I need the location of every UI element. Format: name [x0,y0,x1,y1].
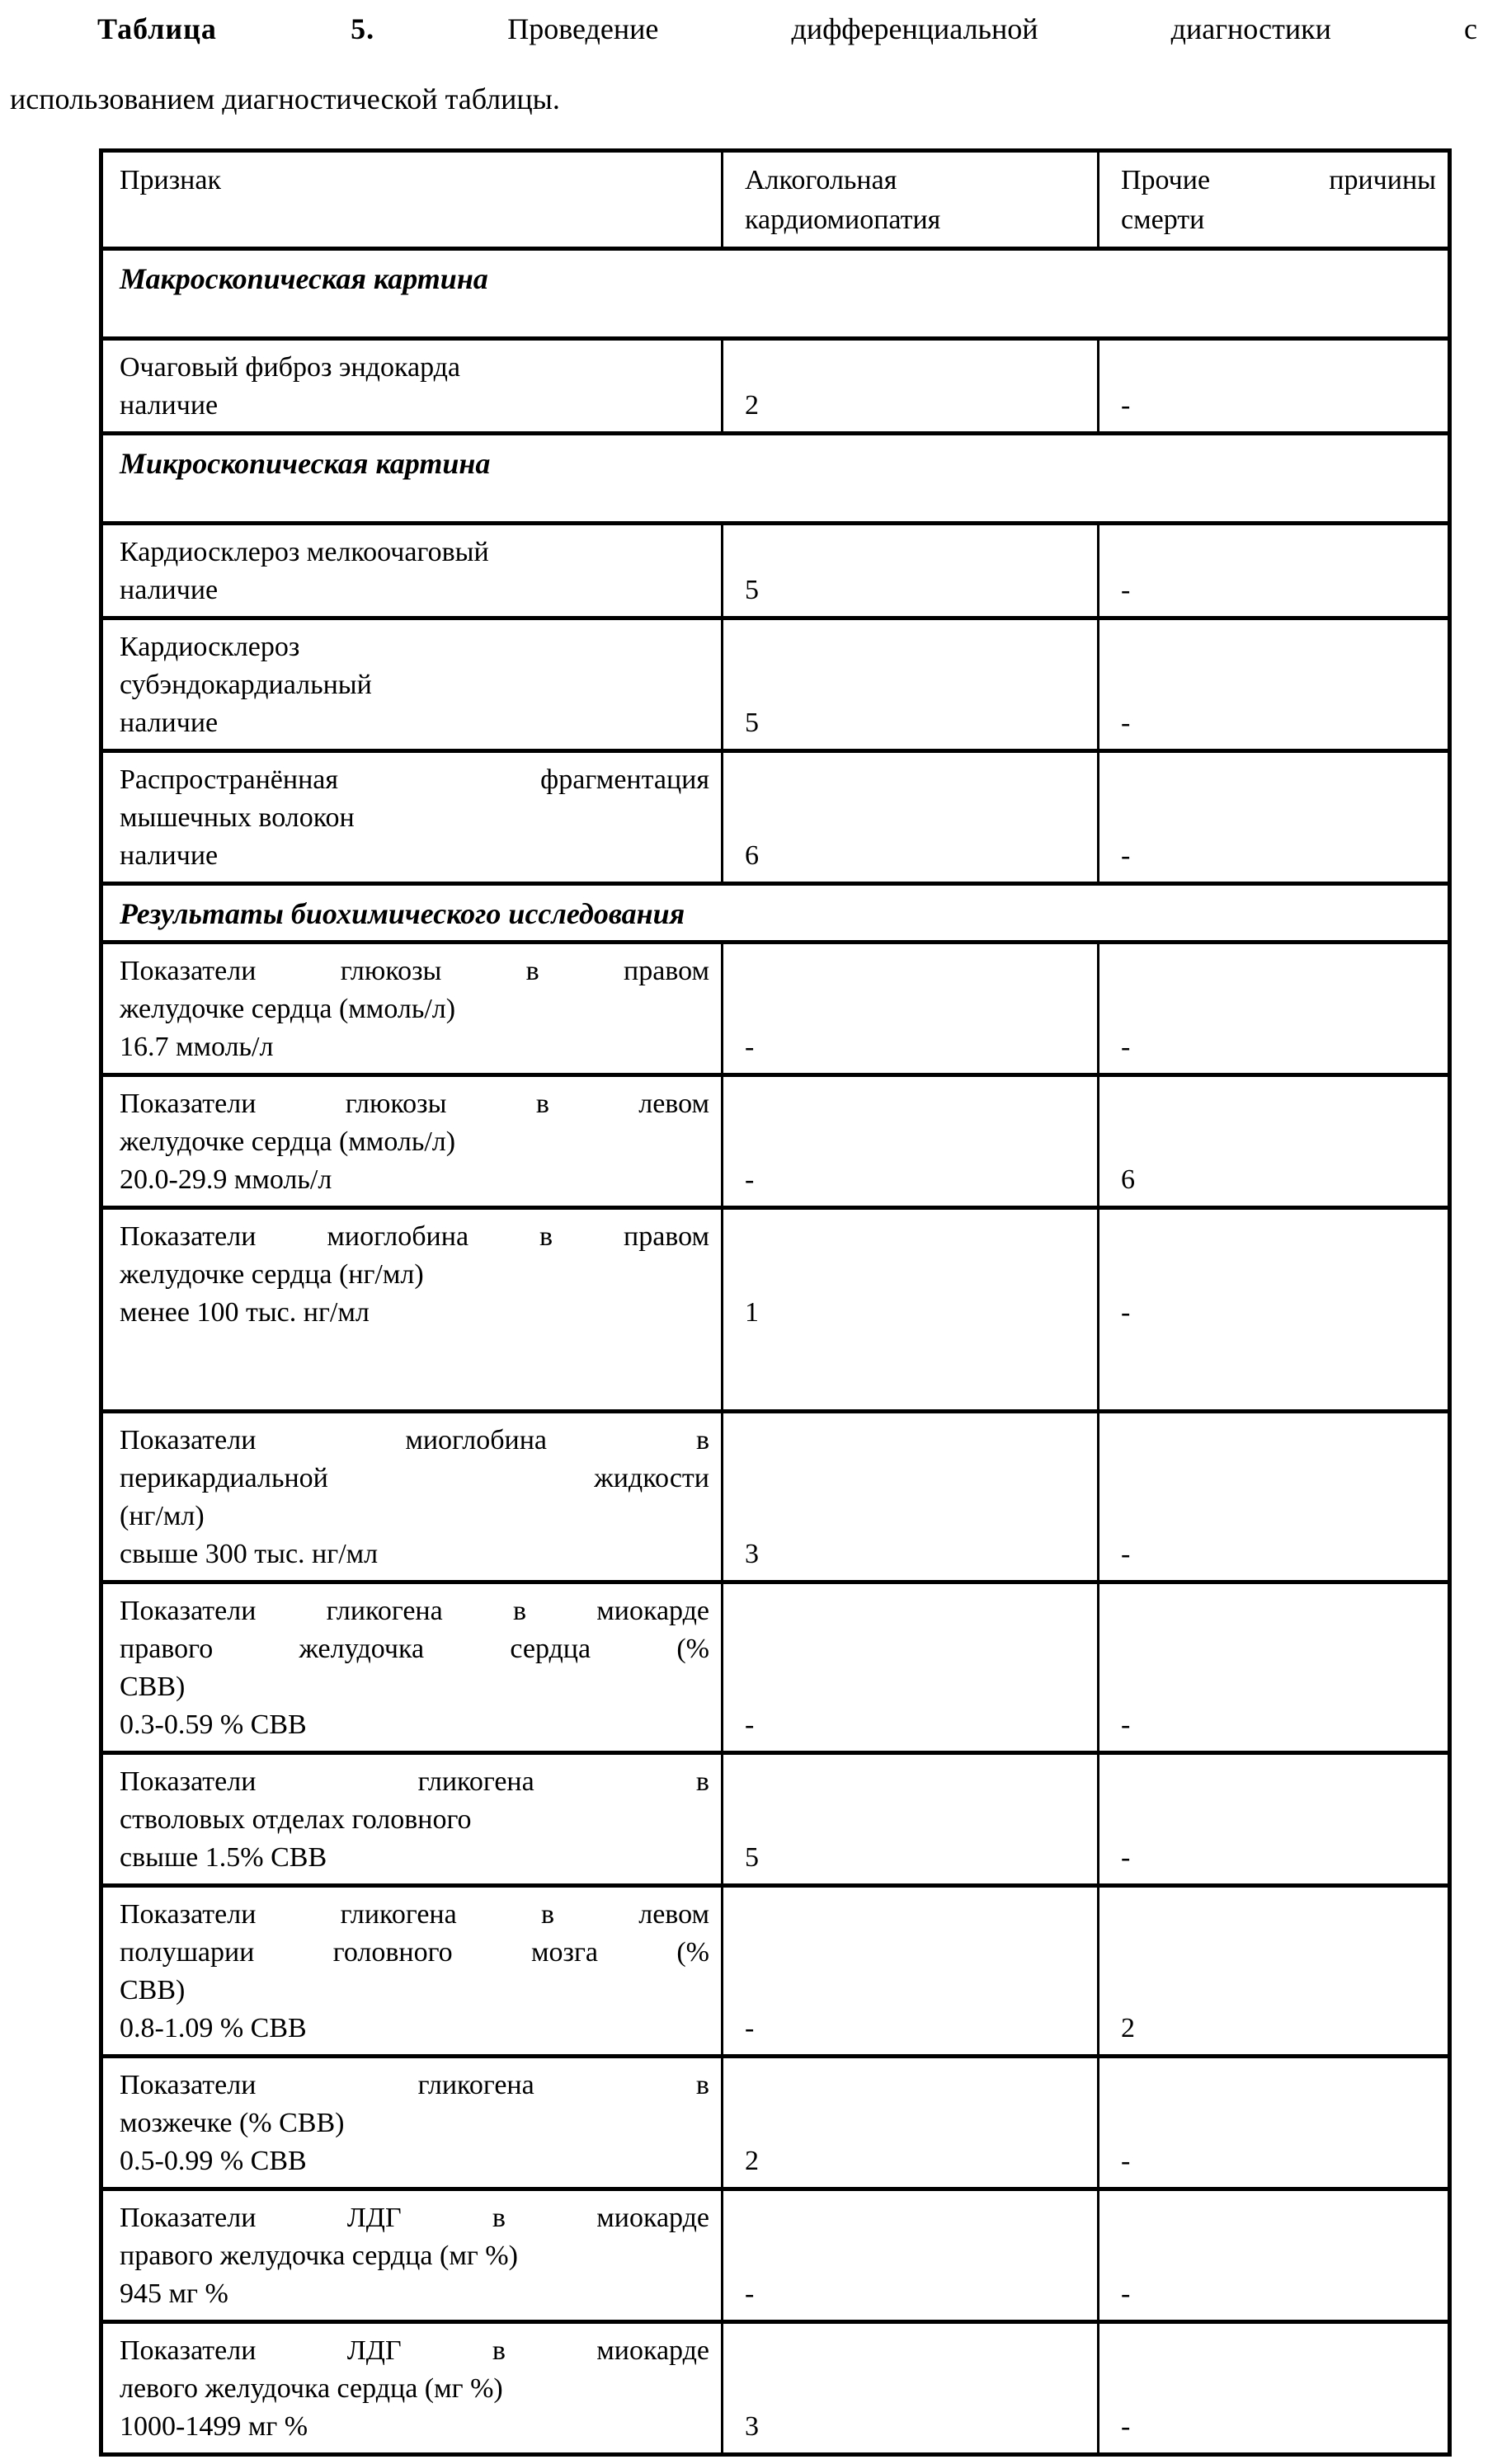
feature-desc-line: Очаговый фиброз эндокарда [120,352,461,383]
feature-cell [103,2324,723,2452]
other-causes-value-cell [1099,944,1448,1073]
other-causes-value: - [1121,1539,1131,1569]
table-row [103,620,1448,753]
table-row [103,1077,1448,1210]
table-row [103,753,1448,886]
feature-desc-line: правого желудочка сердца (% [120,1634,709,1664]
feature-desc-line: СВВ) [120,1975,186,2006]
other-causes-value: 6 [1121,1164,1135,1195]
alcohol-cardiomyopathy-value: 5 [745,575,759,605]
other-causes-value-cell [1099,341,1448,431]
feature-desc-line: Показатели гликогена в [120,1766,709,1797]
feature-cell [103,2058,723,2187]
feature-cell [103,1584,723,1751]
alcohol-cardiomyopathy-value-cell [723,1584,1099,1751]
other-causes-value-cell [1099,2191,1448,2320]
feature-desc-line: (нг/мл) [120,1501,205,1531]
feature-desc-line: Показатели гликогена в миокарде [120,1596,709,1626]
criterion-line: наличие [120,575,219,605]
other-causes-value: - [1121,840,1131,871]
title-line-2: использованием диагностической таблицы. [10,82,560,115]
header-feature-cell [103,153,723,247]
other-causes-value: - [1121,1709,1131,1740]
other-causes-value-cell [1099,620,1448,749]
alcohol-cardiomyopathy-value-cell [723,753,1099,882]
alcohol-cardiomyopathy-value-cell [723,1413,1099,1580]
alcohol-cardiomyopathy-value-cell [723,525,1099,616]
other-causes-value: - [1121,390,1131,421]
feature-desc-line: Показатели гликогена в [120,2070,709,2100]
feature-cell [103,1888,723,2054]
feature-desc-line: Показатели глюкозы в левом [120,1089,709,1119]
alcohol-cardiomyopathy-value: 3 [745,1539,759,1569]
other-causes-value-cell [1099,1755,1448,1883]
criterion-line: наличие [120,840,219,871]
feature-cell [103,944,723,1073]
table-row [103,525,1448,620]
other-causes-value-cell [1099,2058,1448,2187]
header-alcohol-line-1: Алкогольная [745,165,897,195]
table-header-row [103,153,1448,251]
header-alcohol-line-2: кардиомиопатия [745,205,941,235]
feature-cell [103,1077,723,1206]
other-causes-value: - [1121,575,1131,605]
alcohol-cardiomyopathy-value-cell [723,2058,1099,2187]
alcohol-cardiomyopathy-value: 2 [745,2146,759,2176]
feature-desc-line: Показатели ЛДГ в миокарде [120,2335,709,2366]
other-causes-value-cell [1099,525,1448,616]
table-row [103,1888,1448,2058]
feature-desc-line: полушарии головного мозга (% [120,1937,709,1968]
section-label: Макроскопическая картина [120,262,488,295]
feature-desc-line: субэндокардиальный [120,670,372,700]
alcohol-cardiomyopathy-value: - [745,1032,755,1062]
other-causes-value: - [1121,1032,1131,1062]
section-row [103,435,1448,525]
table-row [103,1755,1448,1888]
section-label: Результаты биохимического исследования [120,897,685,930]
criterion-line: 945 мг % [120,2278,228,2309]
feature-desc-line: Кардиосклероз мелкоочаговый [120,537,489,567]
feature-cell [103,341,723,431]
feature-desc-line: Показатели миоглобина в [120,1425,709,1455]
feature-cell [103,1413,723,1580]
feature-desc-line: Распространённая фрагментация [120,764,709,795]
section-row [103,251,1448,341]
alcohol-cardiomyopathy-value: 1 [745,1297,759,1328]
feature-desc-line: стволовых отделах головного [120,1804,472,1835]
table-row [103,1413,1448,1584]
alcohol-cardiomyopathy-value-cell [723,2191,1099,2320]
header-feature-label: Признак [120,165,221,195]
feature-desc-line: желудочке сердца (ммоль/л) [120,994,456,1024]
criterion-line: 0.5-0.99 % СВВ [120,2146,307,2176]
feature-cell [103,1210,723,1409]
feature-desc-line: перикардиальной жидкости [120,1463,709,1493]
header-alcohol-cardiomyopathy-cell [723,153,1099,247]
table-row [103,2058,1448,2191]
alcohol-cardiomyopathy-value-cell [723,1755,1099,1883]
alcohol-cardiomyopathy-value: - [745,1709,755,1740]
feature-desc-line: левого желудочка сердца (мг %) [120,2373,503,2404]
alcohol-cardiomyopathy-value: 3 [745,2411,759,2442]
table-row [103,1210,1448,1413]
other-causes-value-cell [1099,1077,1448,1206]
other-causes-value-cell [1099,1413,1448,1580]
alcohol-cardiomyopathy-value: - [745,1164,755,1195]
feature-cell [103,620,723,749]
feature-desc-line: Показатели миоглобина в правом [120,1221,709,1252]
criterion-line: 20.0-29.9 ммоль/л [120,1164,332,1195]
feature-desc-line: Показатели гликогена в левом [120,1899,709,1930]
alcohol-cardiomyopathy-value: 2 [745,390,759,421]
other-causes-value-cell [1099,1584,1448,1751]
feature-cell [103,525,723,616]
feature-desc-line: Показатели глюкозы в правом [120,956,709,986]
other-causes-value-cell [1099,753,1448,882]
header-other-line-1: Прочие причины [1121,165,1436,195]
table-title [10,10,1477,117]
feature-desc-line: правого желудочка сердца (мг %) [120,2241,518,2271]
alcohol-cardiomyopathy-value-cell [723,620,1099,749]
header-other-line-2: смерти [1121,205,1205,235]
feature-desc-line: желудочке сердца (ммоль/л) [120,1126,456,1157]
feature-desc-line: желудочке сердца (нг/мл) [120,1259,424,1290]
other-causes-value: - [1121,1842,1131,1873]
criterion-line: наличие [120,390,219,421]
alcohol-cardiomyopathy-value: 5 [745,708,759,738]
criterion-line: 1000-1499 мг % [120,2411,308,2442]
other-causes-value: - [1121,2278,1131,2309]
feature-desc-line: Кардиосклероз [120,632,300,662]
other-causes-value-cell [1099,2324,1448,2452]
title-table-number: Таблица 5. [97,12,375,45]
table-row [103,2324,1448,2452]
feature-desc-line: Показатели ЛДГ в миокарде [120,2203,709,2233]
feature-cell [103,753,723,882]
table-row [103,1584,1448,1755]
title-line-1 [10,10,1477,48]
other-causes-value: - [1121,1297,1131,1328]
criterion-line: 0.3-0.59 % СВВ [120,1709,307,1740]
alcohol-cardiomyopathy-value: - [745,2013,755,2043]
section-row [103,886,1448,944]
feature-desc-line: мышечных волокон [120,802,355,833]
criterion-line: менее 100 тыс. нг/мл [120,1297,370,1328]
criterion-line: свыше 300 тыс. нг/мл [120,1539,379,1569]
table-row [103,944,1448,1077]
criterion-line: 0.8-1.09 % СВВ [120,2013,307,2043]
table-row [103,2191,1448,2324]
alcohol-cardiomyopathy-value-cell [723,1888,1099,2054]
title-line-1-text: Проведение дифференциальной диагностики с [507,12,1478,45]
alcohol-cardiomyopathy-value-cell [723,341,1099,431]
alcohol-cardiomyopathy-value-cell [723,944,1099,1073]
feature-cell [103,2191,723,2320]
alcohol-cardiomyopathy-value-cell [723,1210,1099,1409]
section-label: Микроскопическая картина [120,447,491,480]
alcohol-cardiomyopathy-value: 5 [745,1842,759,1873]
other-causes-value: - [1121,2146,1131,2176]
feature-desc-line: мозжечке (% СВВ) [120,2108,345,2138]
other-causes-value-cell [1099,1210,1448,1409]
alcohol-cardiomyopathy-value: - [745,2278,755,2309]
alcohol-cardiomyopathy-value-cell [723,1077,1099,1206]
criterion-line: наличие [120,708,219,738]
other-causes-value: 2 [1121,2013,1135,2043]
feature-cell [103,1755,723,1883]
criterion-line: 16.7 ммоль/л [120,1032,274,1062]
alcohol-cardiomyopathy-value: 6 [745,840,759,871]
feature-desc-line: СВВ) [120,1672,186,1702]
diagnostic-table [99,148,1452,2457]
other-causes-value: - [1121,2411,1131,2442]
other-causes-value-cell [1099,1888,1448,2054]
other-causes-value: - [1121,708,1131,738]
header-other-causes-cell [1099,153,1448,247]
alcohol-cardiomyopathy-value-cell [723,2324,1099,2452]
criterion-line: свыше 1.5% СВВ [120,1842,327,1873]
table-row [103,341,1448,435]
